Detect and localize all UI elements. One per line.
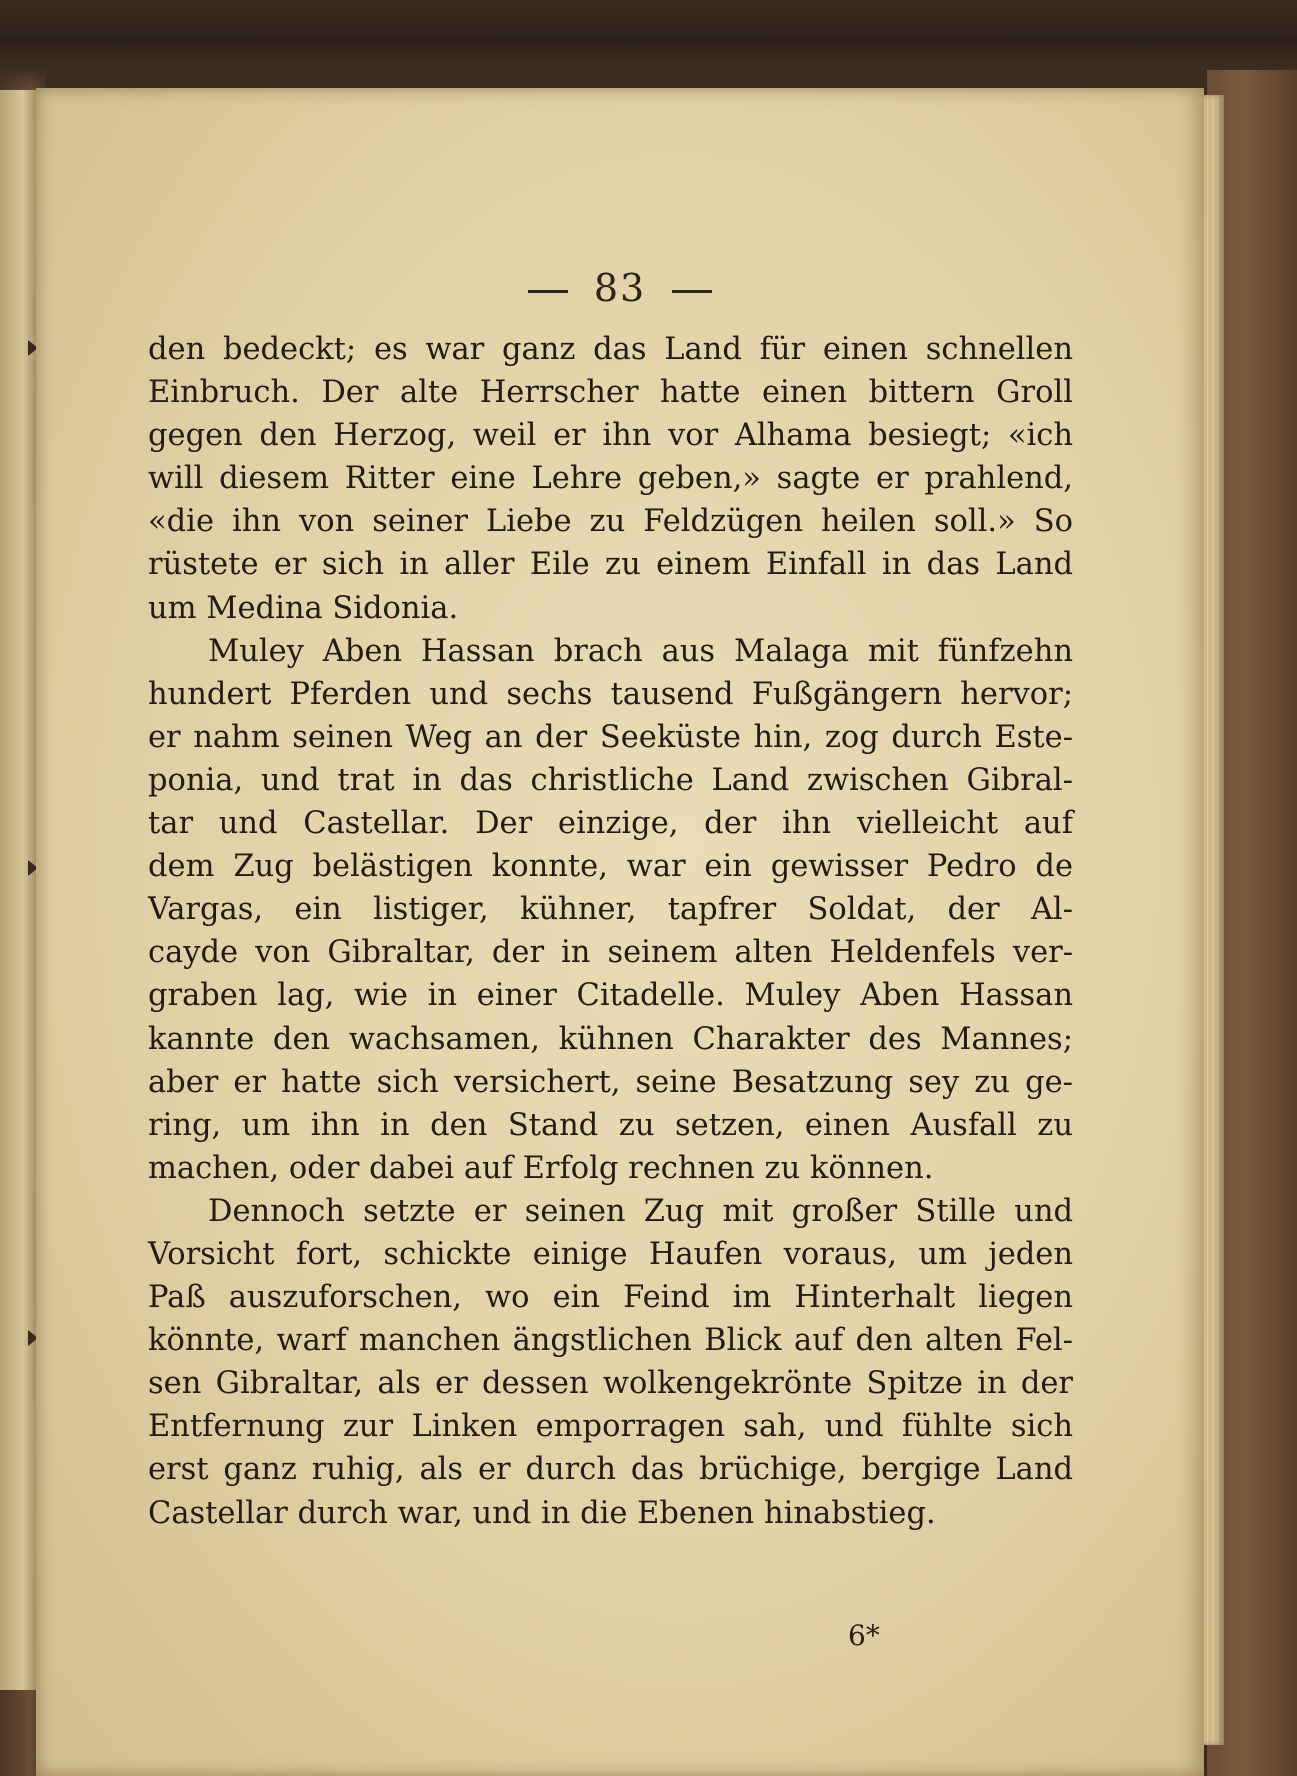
text-line: kannte den wachsamen, kühnen Charakter des Mannes; <box>148 1021 1073 1057</box>
text-line: könnte, warf manchen ängstlichen Blick auf den alten Fel- <box>148 1323 1073 1359</box>
text-line: ponia, und trat in das christliche Land zwischen Gibral- <box>148 762 1073 798</box>
text-line: Einbruch. Der alte Herrscher hatte einen bittern Groll <box>148 375 1073 411</box>
text-line: graben lag, wie in einer Citadelle. Muley Aben Hassan <box>148 978 1073 1014</box>
text-line: Vargas, ein listiger, kühner, tapfrer Soldat, der Al- <box>148 892 1073 928</box>
text-line: Muley Aben Hassan brach aus Malaga mit fünfzehn <box>208 633 1073 669</box>
page-number: 83 <box>593 266 647 310</box>
book-page <box>36 88 1204 1776</box>
text-line: Castellar durch war, und in die Ebenen hinabstieg. <box>148 1495 936 1531</box>
text-line: aber er hatte sich versichert, seine Besatzung sey zu ge- <box>148 1064 1073 1100</box>
paragraph <box>148 1190 1073 1535</box>
paragraph <box>148 328 1073 630</box>
fold-marks <box>28 0 36 1776</box>
text-line: den bedeckt; es war ganz das Land für einen schnellen <box>148 332 1073 367</box>
text-line: cayde von Gibraltar, der in seinem alten Heldenfels ver- <box>148 935 1073 971</box>
text-line: dem Zug belästigen konnte, war ein gewisser Pedro de <box>148 849 1073 885</box>
header-dash-right <box>672 290 712 293</box>
text-line: tar und Castellar. Der einzige, der ihn vielleicht auf <box>148 806 1073 842</box>
text-line: Vorsicht fort, schickte einige Haufen voraus, um jeden <box>148 1236 1073 1272</box>
paragraph <box>148 630 1073 1190</box>
text-line: hundert Pferden und sechs tausend Fußgängern hervor; <box>148 676 1073 712</box>
text-line: er nahm seinen Weg an der Seeküste hin, zog durch Este- <box>148 719 1073 755</box>
page-header <box>36 266 1204 310</box>
text-line: ring, um ihn in den Stand zu setzen, einen Ausfall zu <box>148 1107 1073 1143</box>
text-line: machen, oder dabei auf Erfolg rechnen zu können. <box>148 1150 934 1186</box>
text-line: rüstete er sich in aller Eile zu einem Einfall in das Land <box>148 547 1073 583</box>
text-line: erst ganz ruhig, als er durch das brüchige, bergige Land <box>148 1452 1073 1488</box>
text-line: gegen den Herzog, weil er ihn vor Alhama besiegt; «ich <box>148 418 1073 454</box>
text-line: Paß auszuforschen, wo ein Feind im Hinterhalt liegen <box>148 1280 1073 1316</box>
text-line: sen Gibraltar, als er dessen wolkengekrönte Spitze in der <box>148 1366 1073 1402</box>
body-text <box>148 328 1073 1535</box>
text-line: Dennoch setzte er seinen Zug mit großer Stille und <box>208 1193 1073 1229</box>
text-line: «die ihn von seiner Liebe zu Feldzügen heilen soll.» So <box>148 504 1073 540</box>
text-line: will diesem Ritter eine Lehre geben,» sagte er prahlend, <box>148 461 1073 497</box>
text-line: um Medina Sidonia. <box>148 590 459 626</box>
signature-mark: 6* <box>848 1619 880 1652</box>
header-dash-left <box>528 290 568 293</box>
text-line: Entfernung zur Linken emporragen sah, und fühlte sich <box>148 1409 1073 1445</box>
